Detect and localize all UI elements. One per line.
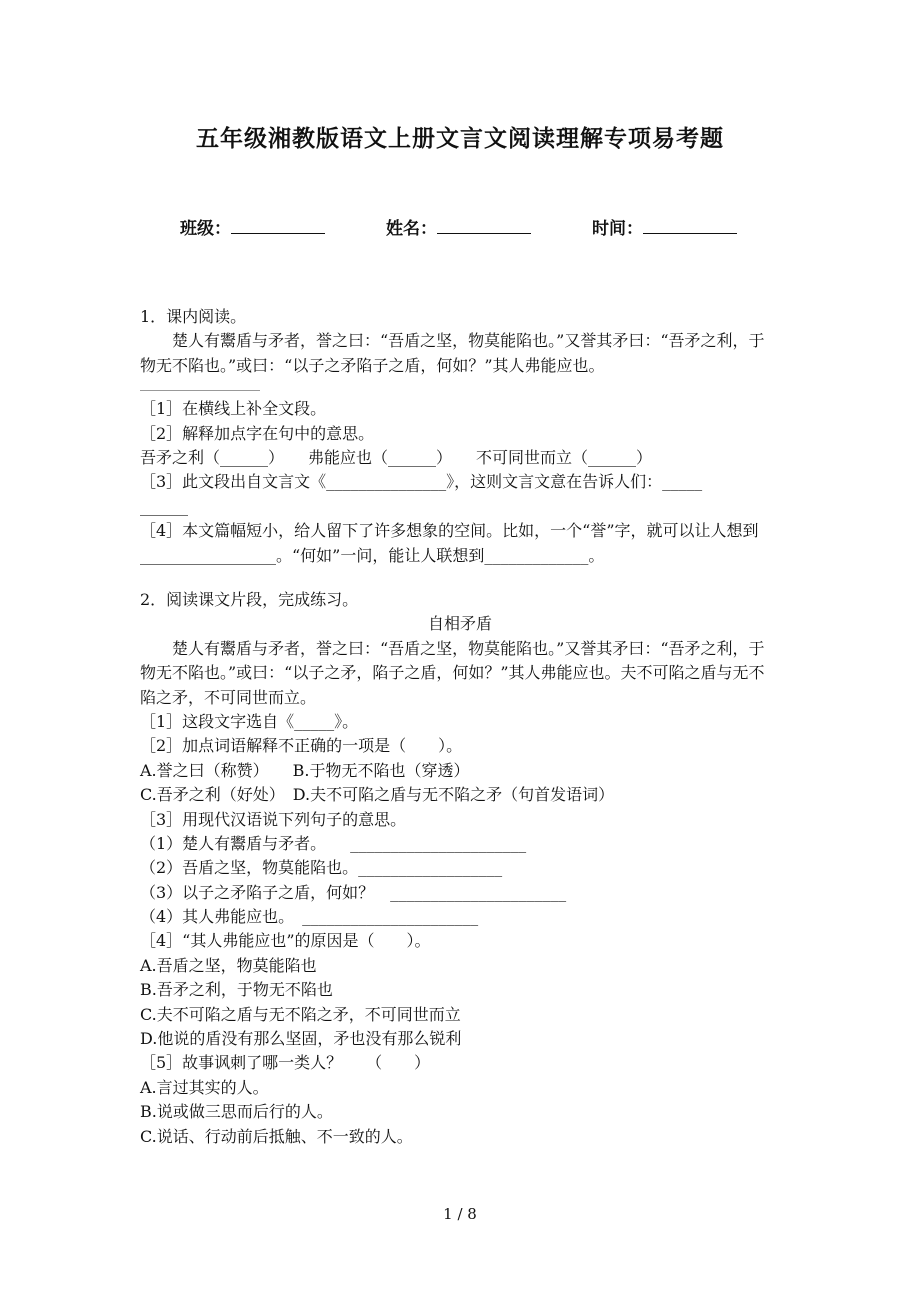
page-number: 1 / 8 [443, 1205, 477, 1223]
q2-sub3-item: （4）其人弗能应也。 ______________________ [140, 907, 479, 927]
name-blank[interactable] [437, 217, 531, 234]
q2-sub5-option: B.说或做三思而后行的人。 [140, 1102, 333, 1122]
q2-passage-title: 自相矛盾 [427, 614, 492, 634]
q1-sub4: ［4］本文篇幅短小，给人留下了许多想象的空间。比如，一个“誉”字，就可以让人想到_________________。“何如”一问，能让人联想到_____________。 [140, 521, 759, 565]
q2-sub3: ［3］用现代汉语说下列句子的意思。 [140, 809, 407, 829]
class-label: 班级： [180, 219, 231, 239]
q2-sub3-item: （3）以子之矛陷子之盾，何如？ ______________________ [140, 882, 567, 902]
time-label: 时间： [592, 219, 643, 239]
class-blank[interactable] [231, 217, 325, 234]
q2-sub3-item: （2）吾盾之坚，物莫能陷也。__________________ [140, 858, 503, 878]
q2-sub2: ［2］加点词语解释不正确的一项是（ ）。 [140, 736, 463, 756]
q1-sub1: ［1］在横线上补全文段。 [140, 399, 327, 419]
class-field [180, 214, 325, 239]
q2-sub4-option: B.吾矛之利，于物无不陷也 [140, 980, 333, 1000]
time-blank[interactable] [643, 217, 737, 234]
q2-heading: 2．阅读课文片段，完成练习。 [140, 589, 359, 609]
q2-sub4-option: C.夫不可陷之盾与无不陷之矛，不可同世而立 [140, 1004, 461, 1024]
q1-sub2: ［2］解释加点字在句中的意思。 [140, 423, 375, 443]
q2-sub3-item: （1）楚人有鬻盾与矛者。 ______________________ [140, 833, 527, 853]
q2-sub4-option: D.他说的盾没有那么坚固，矛也没有那么锐利 [140, 1029, 462, 1049]
q1-fill-blank-line[interactable] [140, 378, 260, 391]
q1-passage: 楚人有鬻盾与矛者，誉之曰：“吾盾之坚，物莫能陷也。”又誉其矛曰：“吾矛之利，于物无不陷也。”或曰：“以子之矛陷子之盾，何如？”其人弗能应也。 [140, 331, 765, 375]
q2-sub2-option-cd: C.吾矛之利（好处） D.夫不可陷之盾与无不陷之矛（句首发语词） [140, 785, 615, 805]
q1-sub3-continued: ______ [140, 496, 188, 516]
q2-sub1: ［1］这段文字选自《_____》。 [140, 711, 359, 731]
time-field [592, 214, 737, 239]
q2-sub5-option: C.说话、行动前后抵触、不一致的人。 [140, 1126, 413, 1146]
q2-sub2-option-ab: A.誉之曰（称赞） B.于物无不陷也（穿透） [140, 760, 470, 780]
page-title: 五年级湘教版语文上册文言文阅读理解专项易考题 [196, 126, 724, 152]
q2-passage: 楚人有鬻盾与矛者，誉之曰：“吾盾之坚，物莫能陷也。”又誉其矛曰：“吾矛之利，于物无不陷也。”或曰：“以子之矛，陷子之盾，何如？”其人弗能应也。夫不可陷之盾与无不陷之矛，不可同世而立。 [140, 638, 765, 707]
q2-sub4: ［4］“其人弗能应也”的原因是（ ）。 [140, 931, 431, 951]
worksheet-content [140, 305, 780, 1149]
q1-sub3: ［3］此文段出自文言文《_______________》，这则文言文意在告诉人们：_____ [140, 472, 703, 492]
name-field [386, 214, 531, 239]
q1-sub2-items: 吾矛之利（______） 弗能应也（______） 不可同世而立（______） [140, 447, 653, 467]
q2-sub5: ［5］故事讽刺了哪一类人？ （ ） [140, 1053, 431, 1073]
name-label: 姓名： [386, 219, 437, 239]
q1-heading: 1．课内阅读。 [140, 307, 247, 326]
q2-sub5-option: A.言过其实的人。 [140, 1077, 269, 1097]
q2-sub4-option: A.吾盾之坚，物莫能陷也 [140, 955, 317, 975]
